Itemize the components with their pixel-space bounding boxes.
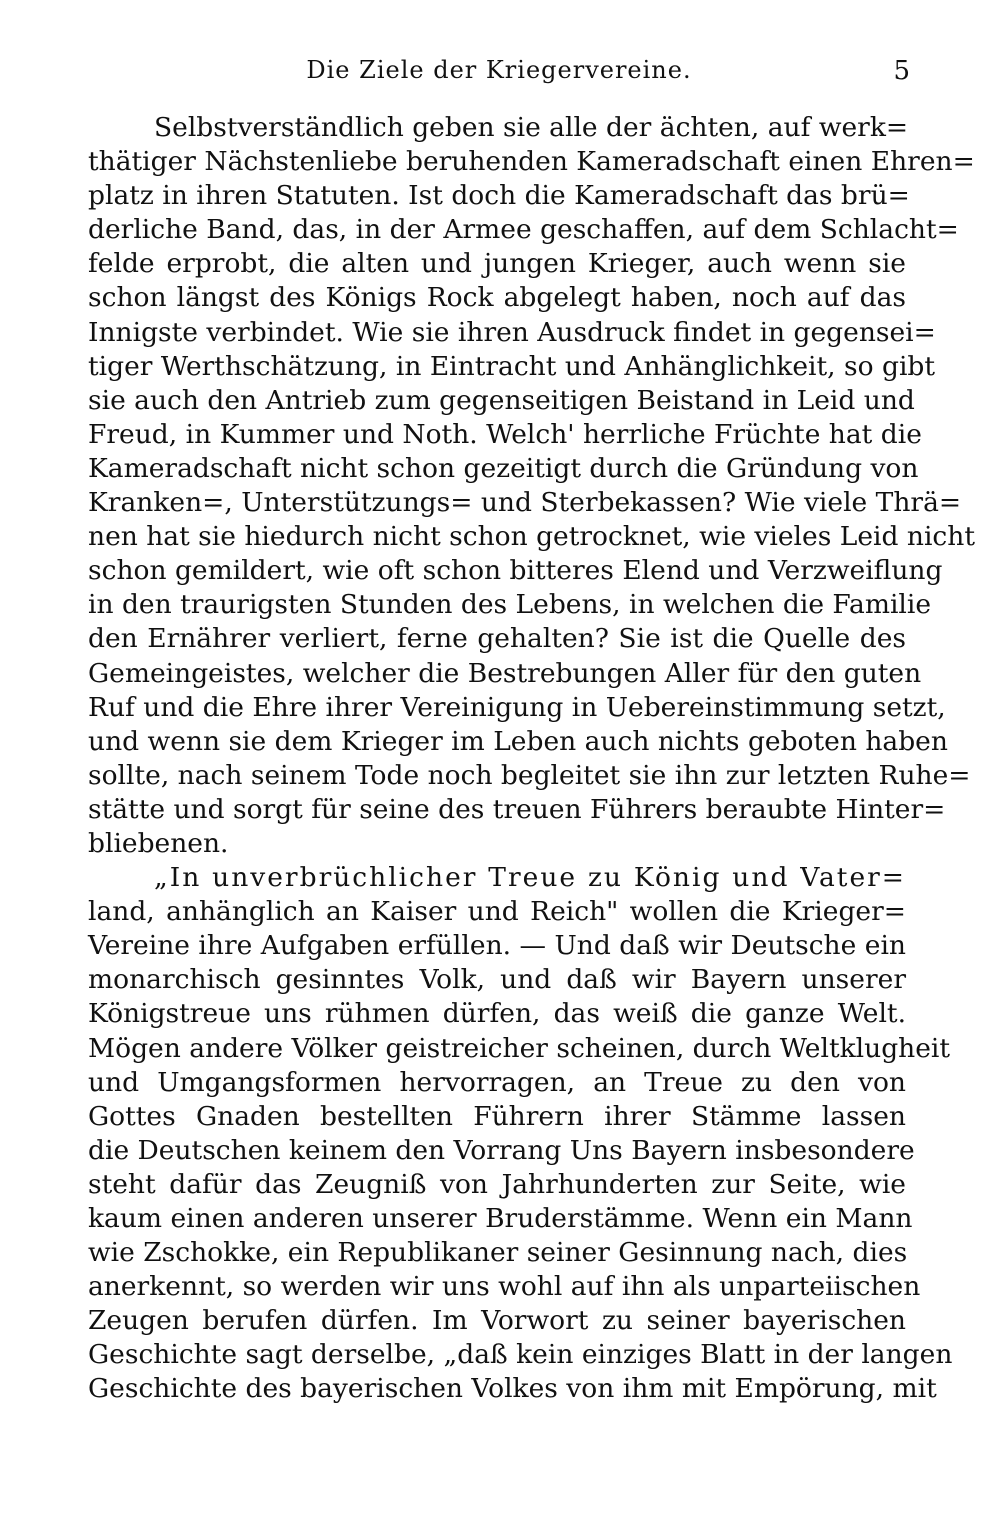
page-number: 5 <box>893 56 910 86</box>
text-line: Kameradschaft nicht schon gezeitigt durch die Gründung von <box>88 452 919 484</box>
text-line: kaum einen anderen unserer Bruderstämme. Wenn ein Mann <box>88 1203 913 1234</box>
text-line: Innigste verbindet. Wie sie ihren Ausdruck findet in gegensei= <box>88 316 936 348</box>
text-line: Ruf und die Ehre ihrer Vereinigung in Uebereinstimmung setzt, <box>88 691 946 723</box>
text-line: felde erprobt, die alten und jungen Krieger, auch wenn sie <box>88 248 906 280</box>
text-line: land, anhänglich an Kaiser und Reich" wollen die Krieger= <box>88 896 906 928</box>
text-line: thätiger Nächstenliebe beruhenden Kameradschaft einen Ehren= <box>88 146 975 178</box>
text-line: Selbstverständlich geben sie alle der ächten, auf werk= <box>154 112 909 143</box>
body-text <box>88 111 975 1407</box>
text-line: schon gemildert, wie oft schon bitteres Elend und Verzweiflung <box>88 555 943 587</box>
text-line: anerkennt, so werden wir uns wohl auf ihn als unparteiischen <box>88 1271 921 1303</box>
text-line: Mögen andere Völker geistreicher scheinen, durch Weltklugheit <box>88 1032 951 1064</box>
text-line: derliche Band, das, in der Armee geschaffen, auf dem Schlacht= <box>88 214 959 246</box>
text-line: Zeugen berufen dürfen. Im Vorwort zu seiner bayerischen <box>88 1305 906 1337</box>
text-line: und wenn sie dem Krieger im Leben auch nichts geboten haben <box>88 725 948 757</box>
text-line: schon längst des Königs Rock abgelegt haben, noch auf das <box>88 282 906 314</box>
text-line: die Deutschen keinem den Vorrang Uns Bayern insbesondere <box>88 1134 915 1166</box>
text-line: nen hat sie hiedurch nicht schon getrocknet, wie vieles Leid nicht <box>88 521 975 553</box>
text-line: Königstreue uns rühmen dürfen, das weiß die ganze Welt. <box>88 998 906 1030</box>
text-line: bliebenen. <box>88 827 229 859</box>
text-line: platz in ihren Statuten. Ist doch die Kameradschaft das brü= <box>88 180 910 212</box>
text-line: Freud, in Kummer und Noth. Welch' herrliche Früchte hat die <box>88 418 922 450</box>
text-line: monarchisch gesinntes Volk, und daß wir Bayern unserer <box>88 964 906 996</box>
text-line: Geschichte sagt derselbe, „daß kein einziges Blatt in der langen <box>88 1339 953 1371</box>
text-line: „In unverbrüchlicher Treue zu König und Vater= <box>154 862 906 894</box>
text-line: Geschichte des bayerischen Volkes von ihm mit Empörung, mit <box>88 1373 937 1405</box>
text-line: sollte, nach seinem Tode noch begleitet sie ihn zur letzten Ruhe= <box>88 759 971 791</box>
text-line: stätte und sorgt für seine des treuen Führers beraubte Hinter= <box>88 793 946 825</box>
text-line: sie auch den Antrieb zum gegenseitigen Beistand in Leid und <box>88 384 915 416</box>
text-line: in den traurigsten Stunden des Lebens, in welchen die Familie <box>88 589 932 621</box>
text-line: den Ernährer verliert, ferne gehalten? Sie ist die Quelle des <box>88 623 906 655</box>
text-line: wie Zschokke, ein Republikaner seiner Gesinnung nach, dies <box>88 1237 908 1269</box>
text-line: Gemeingeistes, welcher die Bestrebungen Aller für den guten <box>88 657 922 689</box>
text-line: und Umgangsformen hervorragen, an Treue zu den von <box>88 1066 906 1098</box>
text-line: Vereine ihre Aufgaben erfüllen. — Und daß wir Deutsche ein <box>88 930 906 962</box>
text-line: tiger Werthschätzung, in Eintracht und Anhänglichkeit, so gibt <box>88 350 936 382</box>
text-line: Kranken=, Unterstützungs= und Sterbekassen? Wie viele Thrä= <box>88 487 962 519</box>
running-head <box>88 56 910 96</box>
text-line: steht dafür das Zeugniß von Jahrhunderten zur Seite, wie <box>88 1168 906 1200</box>
running-head-title: Die Ziele der Kriegervereine. <box>306 56 692 84</box>
text-line: Gottes Gnaden bestellten Führern ihrer Stämme lassen <box>88 1100 906 1132</box>
